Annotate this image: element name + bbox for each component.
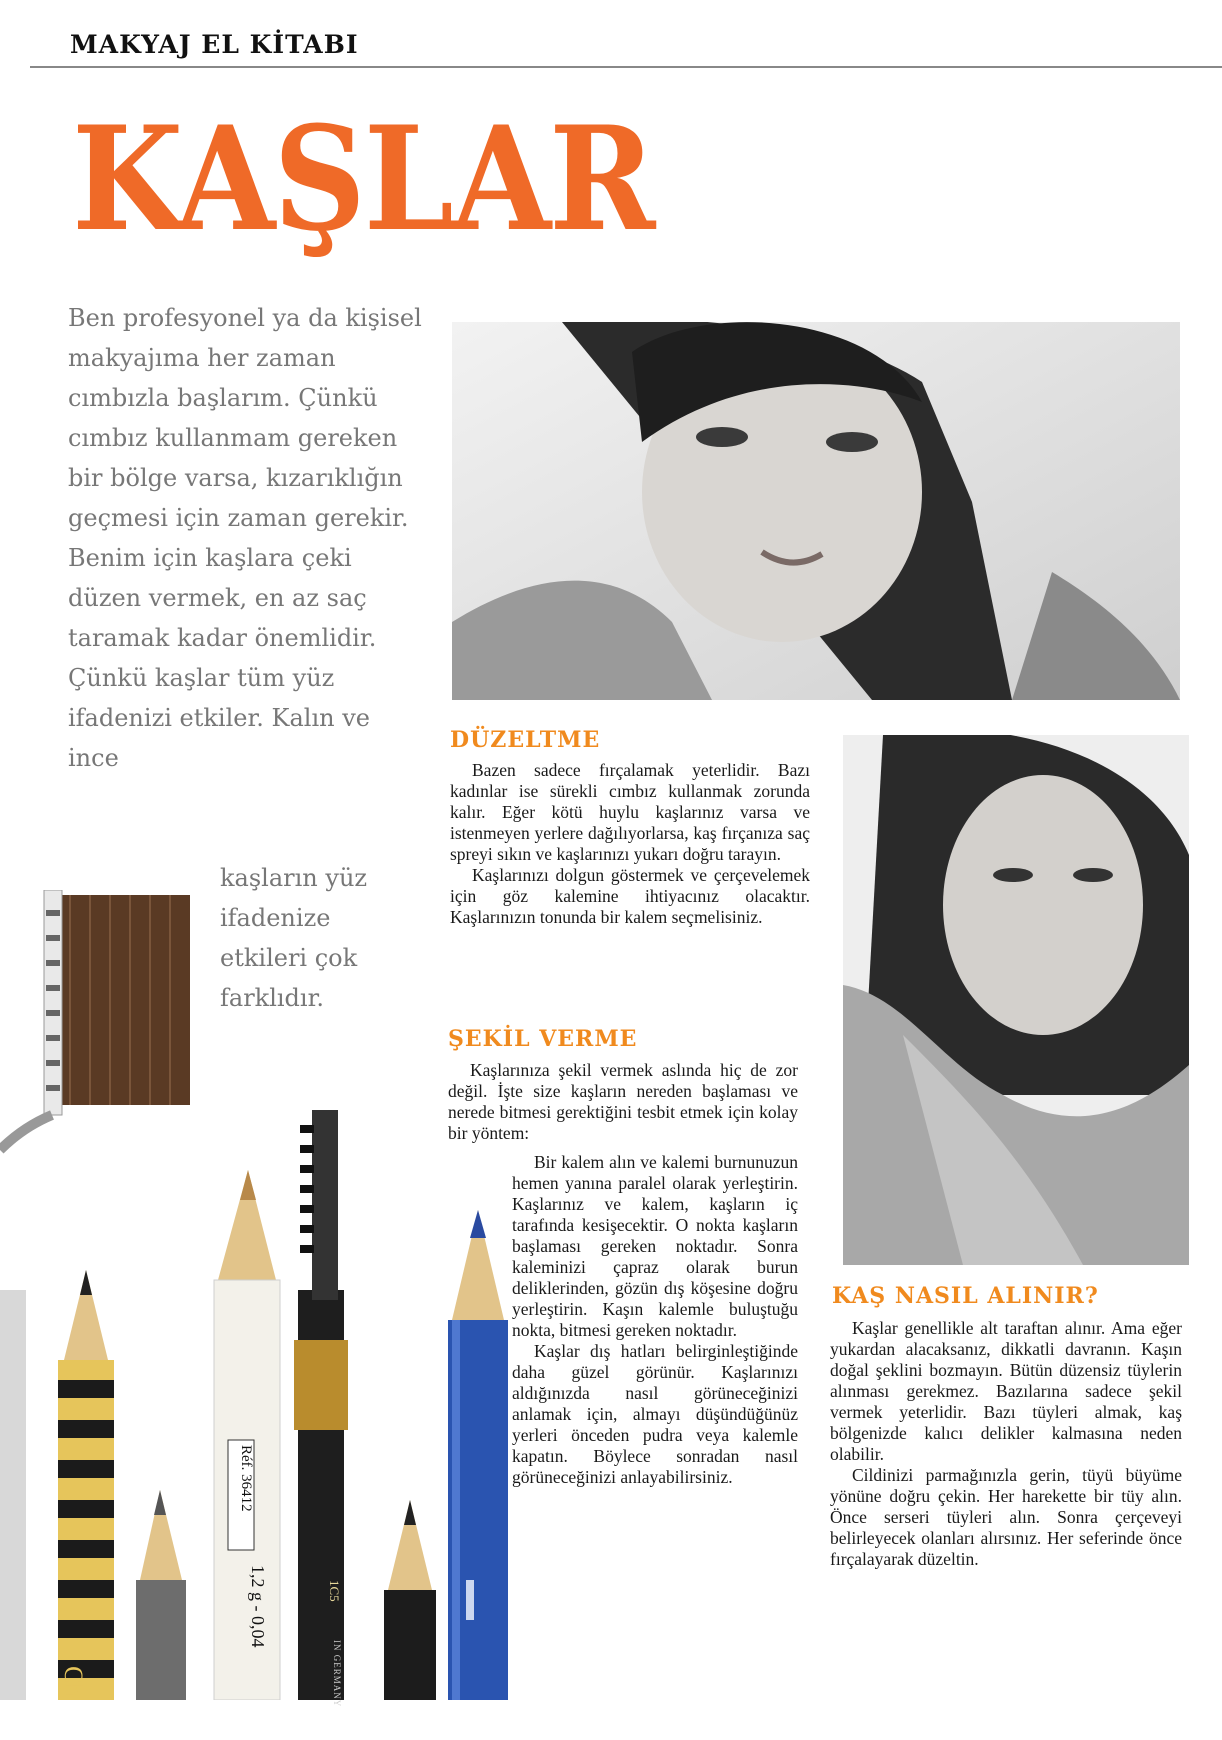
section-heading-sekil-verme: ŞEKİL VERME: [448, 1026, 638, 1052]
paragraph: Kaşlarınıza şekil vermek aslında hiç de zor değil. İşte size kaşların nereden başlaması ve nerede bitmesi gerektiğini tesbit etmek için kolay bir yöntem:: [448, 1060, 798, 1143]
section-body-duzeltme: [450, 760, 810, 928]
pencil-ref-label: Réf. 36412: [238, 1445, 254, 1512]
running-header: MAKYAJ EL KİTABI: [70, 30, 359, 59]
paragraph: Kaşlarınızı dolgun göstermek ve çerçevelemek için göz kalemine ihtiyacınız olacaktır. Kaşlarınızın tonunda bir kalem seçmelisiniz.: [450, 865, 810, 927]
intro-text-tail: kaşların yüz ifadenize etkileri çok farklıdır.: [220, 864, 368, 1012]
section-heading-duzeltme: DÜZELTME: [450, 727, 601, 753]
section-heading-kas-nasil-alinir: KAŞ NASIL ALINIR?: [832, 1283, 1099, 1309]
header-rule: [30, 66, 1222, 68]
section-body-sekil-verme-indented: [512, 1152, 798, 1488]
paragraph: Bazen sadece fırçalamak yeterlidir. Bazı kadınlar ise sürekli cımbız kullanmak zorunda kalır. Eğer kötü huylu kaşlarınız varsa ve istenmeyen yerlere dağılıyorlarsa, kaş fırçanıza saç spreyi sıkın ve kaşlarınızı yukarı doğru tarayın.: [450, 760, 810, 864]
paragraph: Bir kalem alın ve kalemi burnunuzun hemen yanına paralel olarak yerleştirin. Kaşlarınız ve kalem, kaşların iç tarafında kesişecektir. O nokta kaşların başlaması gereken noktadır. Sonra kaleminizi çapraz olarak burun deliklerinden, gözün dış köşesine doğru yerleştirin. Kaşın kalemle buluştuğu nokta, bitmesi gereken noktadır.: [512, 1152, 798, 1340]
paragraph: Cildinizi parmağınızla gerin, tüyü büyüme yönüne doğru çekin. Her harekette bir tüy alın. Önce serseri tüyleri alın. Sonra çerçeveyi belirleyecek olanları alırsınız. Her seferinde önce fırçalayarak düzeltin.: [830, 1465, 1182, 1569]
pencil-brand-label: Ch: [59, 1666, 88, 1697]
pencil-code-label: 1C5: [327, 1580, 342, 1602]
pencil-weight-label: 1,2 g - 0,04: [248, 1565, 268, 1648]
paragraph: Kaşlar genellikle alt taraftan alınır. Ama eğer yukardan alacaksanız, dikkatli davranın. Kaşın doğal şeklini bozmayın. Bütün düzensiz tüylerin alınması gerekmez. Bazılarına sadece şekil vermek yeterlidir. Bazı tüyleri almak, kaş bölgenizde kalıcı delikler kalmasına neden olabilir.: [830, 1318, 1182, 1464]
photo-portrait-top: [452, 322, 1180, 700]
page-title: KAŞLAR: [72, 95, 654, 264]
section-body-kas-nasil-alinir: [830, 1318, 1182, 1570]
paragraph: Kaşlar dış hatları belirginleştiğinde daha güzel görünür. Kaşlarınızı aldığınızda nasıl görüneceğinizi anlamak için, almayı düşündüğünüz yerleri önceden pudra veya kalemle kapatın. Böylece sonradan nasıl görüneceğinizi anlayabilirsiniz.: [512, 1341, 798, 1487]
photo-portrait-bottom: [843, 735, 1189, 1265]
pencil-origin-label: IN GERMANY: [332, 1640, 342, 1708]
pencils-illustration: [0, 1110, 520, 1708]
intro-text: Ben profesyonel ya da kişisel makyajıma her zaman cımbızla başlarım. Çünkü cımbız kullanmam gereken bir bölge varsa, kızarıklığın geçmesi için zaman gerekir. Benim için kaşlara çeki düzen vermek, en az saç taramak kadar önemlidir. Çünkü kaşlar tüm yüz ifadenizi etkiler. Kalın ve ince: [68, 304, 422, 772]
